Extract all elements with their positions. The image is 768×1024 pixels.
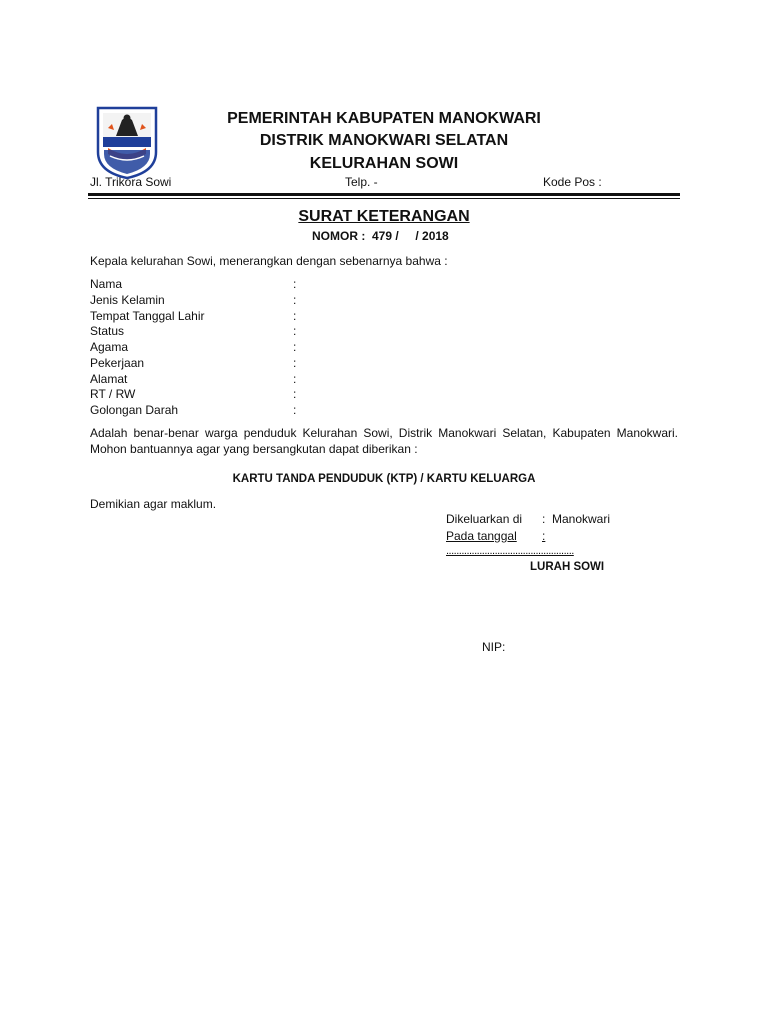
header-district: DISTRIK MANOKWARI SELATAN xyxy=(259,132,509,149)
field-label: RT / RW xyxy=(90,387,136,402)
document-title: SURAT KETERANGAN xyxy=(298,208,470,225)
field-label: Pekerjaan xyxy=(90,355,145,370)
date-label: Pada tanggal xyxy=(446,529,517,543)
header-divider-thin xyxy=(88,198,680,199)
nomor-value: 479 / / 2018 xyxy=(372,229,449,243)
field-colon: : xyxy=(293,403,297,417)
header-divider-thick xyxy=(88,193,680,196)
issued-value: Manokwari xyxy=(552,512,611,526)
signatory-nip: NIP: xyxy=(482,640,506,654)
field-label: Tempat Tanggal Lahir xyxy=(90,308,205,323)
field-colon: : xyxy=(293,324,297,339)
signatory-title: LURAH SOWI xyxy=(530,561,605,573)
header-address: Jl. Trikora Sowi xyxy=(90,175,172,189)
issued-label: Dikeluarkan di xyxy=(446,512,523,526)
issued-colon: : xyxy=(542,512,546,526)
field-label: Status xyxy=(90,324,125,339)
header-kodepos: Kode Pos : xyxy=(543,175,602,189)
field-label: Nama xyxy=(90,277,123,291)
kabupaten-emblem-icon xyxy=(96,106,158,180)
field-colon: : xyxy=(293,308,297,323)
field-label: Alamat xyxy=(90,371,128,386)
document-number xyxy=(312,229,449,243)
field-colon: : xyxy=(293,292,297,307)
field-label: Jenis Kelamin xyxy=(90,292,165,307)
intro-text: Kepala kelurahan Sowi, menerangkan dengan sebenarnya bahwa : xyxy=(90,254,448,268)
field-label: Golongan Darah xyxy=(90,403,179,417)
header-government: PEMERINTAH KABUPATEN MANOKWARI xyxy=(227,110,541,127)
field-label: Agama xyxy=(90,340,129,354)
field-colon: : xyxy=(293,371,297,386)
header-kelurahan: KELURAHAN SOWI xyxy=(309,155,459,172)
issued-date-row xyxy=(446,529,552,543)
purpose-heading: KARTU TANDA PENDUDUK (KTP) / KARTU KELUARGA xyxy=(232,473,536,485)
nomor-label: NOMOR : xyxy=(312,229,366,243)
field-colon: : xyxy=(293,277,297,291)
field-colon: : xyxy=(293,387,297,402)
date-dots: .................................................. xyxy=(446,545,574,557)
issued-place-row xyxy=(446,512,610,526)
field-colon: : xyxy=(293,355,297,370)
header-telp: Telp. - xyxy=(345,175,378,189)
field-colon: : xyxy=(293,340,297,354)
body-paragraph: Adalah benar-benar warga penduduk Kelurahan Sowi, Distrik Manokwari Selatan, Kabupaten Manokwari. Mohon bantuannya agar yang bersangkutan dapat diberikan : xyxy=(90,426,678,456)
closing-text: Demikian agar maklum. xyxy=(90,497,217,511)
date-colon: : xyxy=(542,529,546,543)
